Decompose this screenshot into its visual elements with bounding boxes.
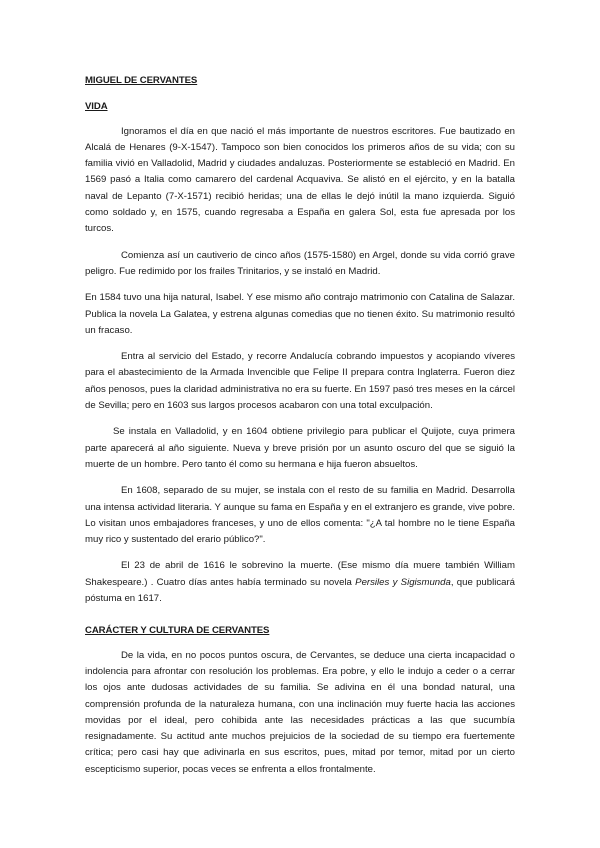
paragraph-birth: Ignoramos el día en que nació el más importante de nuestros escritores. Fue bautizado en Alcalá de Henares (9-X-1547). Tampoco son bien conocidos los primeros años de su vida; con su familia vivió en Valladolid, Madrid y ciudades andaluzas. Posteriormente se estableció en Madrid. En 1569 pasó a Italia como camarero del cardenal Acquaviva. Se alistó en el ejército, y en la batalla naval de Lepanto (7-X-1571) recibió heridas; una de ellas le dejó inútil la mano izquierda. Siguió como soldado y, en 1575, cuando regresaba a España en galera Sol, esta fue apresada por los turcos. [85,125,515,235]
section-heading-vida: VIDA [85,101,108,113]
paragraph-death [85,558,515,607]
paragraph-madrid: En 1608, separado de su mujer, se instala con el resto de su familia en Madrid. Desarrolla una intensa actividad literaria. Y aunque su fama en España y en el extranjero es grande, vive pobre. Lo visitan unos embajadores franceses, y uno de ellos comenta: "¿A tal hombre no le tiene España muy rico y sustentado del erario público?". [85,485,515,546]
persiles-title: Persiles y Sigismunda [355,576,451,588]
paragraph-state-service: Entra al servicio del Estado, y recorre Andalucía cobrando impuestos y acopiando víveres para el abastecimiento de la Armada Invencible que Felipe II prepara contra Inglaterra. Fueron diez años penosos, pues la claridad administrativa no era su fuerte. En 1597 pasó tres meses en la cárcel de Sevilla; pero en 1603 sus largos procesos acabaron con una total exculpación. [85,351,515,412]
death-text-after: , que publicará póstuma en 1617. [85,576,516,605]
section-heading-caracter: CARÁCTER Y CULTURA DE CERVANTES [85,625,270,637]
paragraph-character: De la vida, en no pocos puntos oscura, de Cervantes, se deduce una cierta incapacidad o indolencia para afrontar con resolución los problemas. Era pobre, y ello le indujo a ceder o a cerrar los ojos ante dudosas actividades de su familia. Se adivina en él una bondad natural, una comprensión profunda de la naturaleza humana, con una inclinación muy fuerte hacia las acciones movidas por el ideal, pero cohibida ante las necesidades prácticas a las que sucumbía resignadamente. Su actitud ante muchos prejuicios de la sociedad de su tiempo era fuertemente crítica; pero casi hay que adivinarla en sus escritos, pues, mitad por temor, mitad por un cierto escepticismo superior, pocas veces se enfrenta a ellos frontalmente. [85,649,515,775]
document-title: MIGUEL DE CERVANTES [85,75,198,86]
death-text-before: El 23 de abril de 1616 le sobrevino la muerte. (Ese mismo día muere también William Shakespeare.) . Cuatro días antes había terminado su novela [85,560,515,588]
paragraph-valladolid: Se instala en Valladolid, y en 1604 obtiene privilegio para publicar el Quijote, cuya primera parte aparecerá al año siguiente. Nueva y breve prisión por un asunto oscuro del que se siguió la muerte de un hombre. Pero tanto él como su hermana e hija fueron absueltos. [85,426,515,470]
paragraph-captivity: Comienza así un cautiverio de cinco años (1575-1580) en Argel, donde su vida corrió grave peligro. Fue redimido por los frailes Trinitarios, y se instaló en Madrid. [85,249,515,277]
paragraph-marriage: En 1584 tuvo una hija natural, Isabel. Y ese mismo año contrajo matrimonio con Catalina de Salazar. Publica la novela La Galatea, y estrena algunas comedias que no tienen éxito. Su matrimonio resultó un fracaso. [85,292,515,336]
